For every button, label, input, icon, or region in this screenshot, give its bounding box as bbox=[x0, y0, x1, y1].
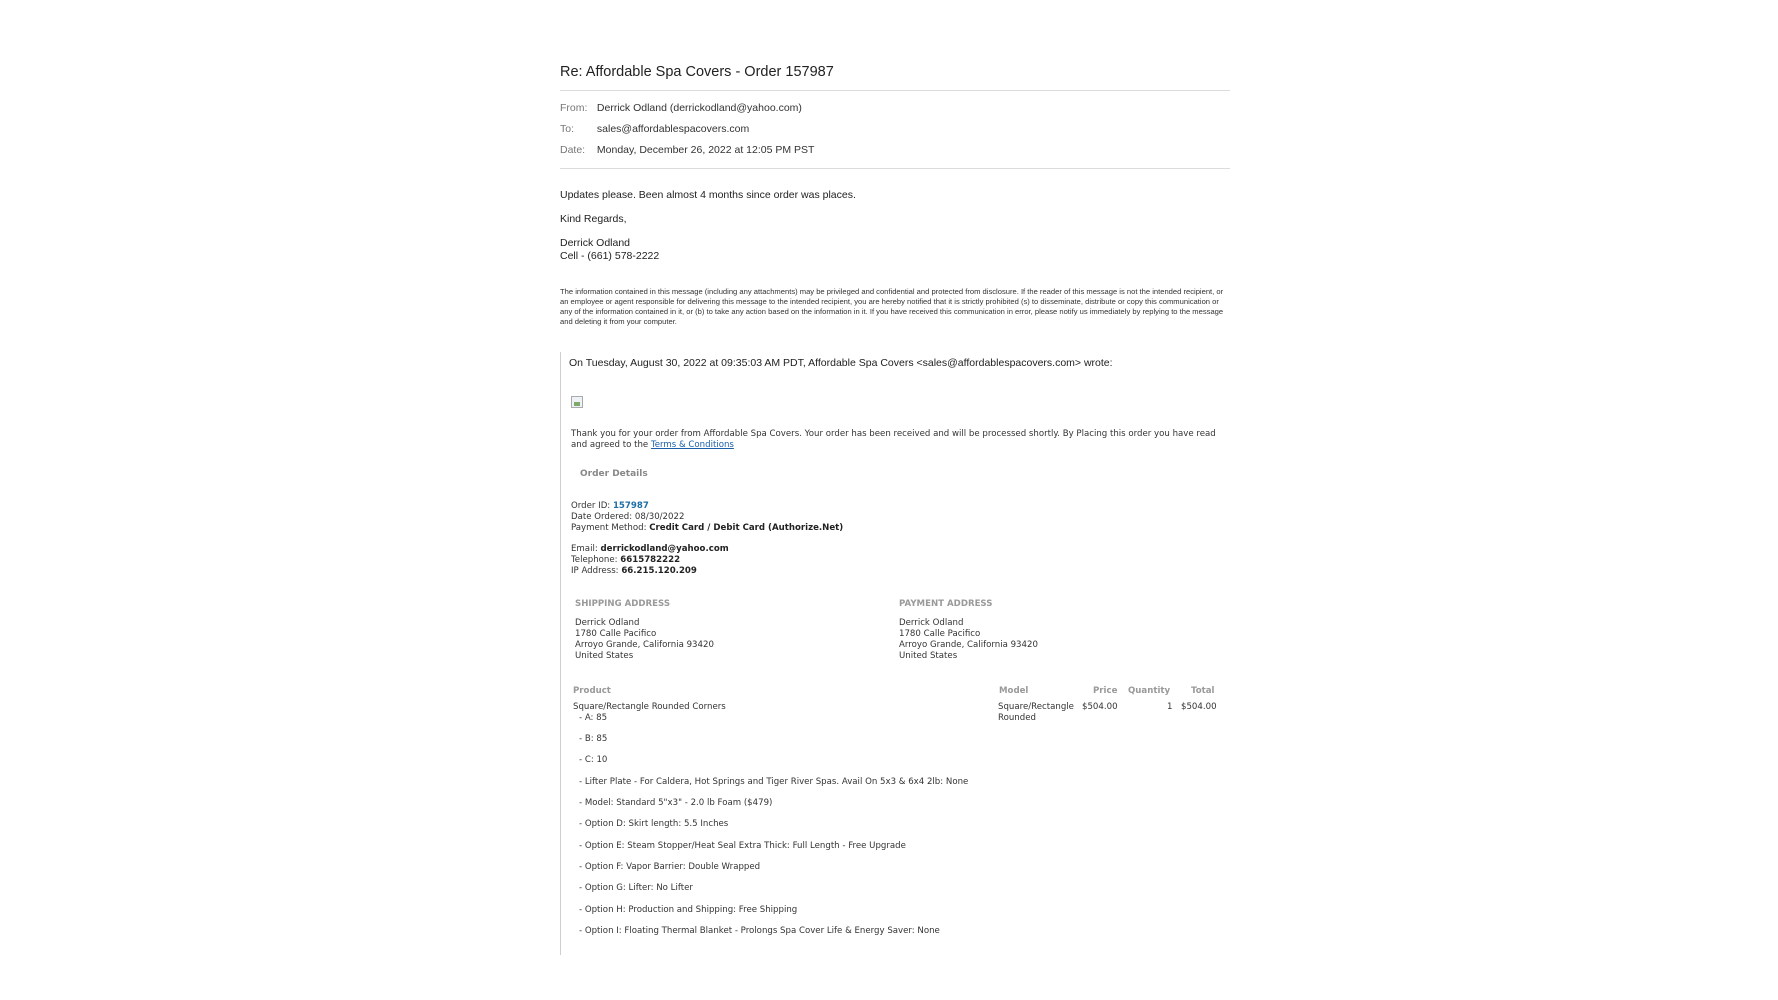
model-line: Square/Rectangle bbox=[998, 702, 1074, 712]
product-total: $504.00 bbox=[1181, 702, 1217, 712]
date-ordered-row bbox=[571, 512, 684, 523]
product-model bbox=[998, 702, 1074, 724]
order-id-label: Order ID: bbox=[571, 501, 611, 511]
from-row bbox=[560, 102, 802, 114]
date-label: Date: bbox=[560, 144, 586, 156]
email-row bbox=[571, 544, 729, 555]
thanks-text: Thank you for your order from Affordable Spa Covers. Your order has been received and will be processed shortly. By Placing this order you have read and agreed to the bbox=[571, 429, 1216, 450]
shipping-line: Arroyo Grande, California 93420 bbox=[575, 640, 714, 650]
to-row bbox=[560, 123, 749, 135]
to-label: To: bbox=[560, 123, 575, 135]
product-option: - Option F: Vapor Barrier: Double Wrapped bbox=[579, 862, 761, 872]
payment-method-row bbox=[571, 523, 843, 534]
confidentiality-disclaimer: The information contained in this message (including any attachments) may be privileged and confidential and protected from disclosure. If the reader of this message is not the intended recipient, or an employee or agent responsible for delivering this message to the intended recipient, you are hereby notified that it is strictly prohibited (s) to disseminate, distribute or copy this communication or any of the information contained in it, or (b) to take any action based on the information in it. If you have received this communication in error, please notify us immediately by replying to the message and deleting it from your computer. bbox=[560, 287, 1224, 326]
from-label: From: bbox=[560, 102, 588, 114]
col-quantity: Quantity bbox=[1128, 686, 1171, 696]
payment-address-title: PAYMENT ADDRESS bbox=[899, 599, 993, 609]
signature-name: Derrick Odland bbox=[560, 237, 631, 249]
product-quantity: 1 bbox=[1167, 702, 1173, 712]
payment-address bbox=[899, 618, 1038, 662]
shipping-line: 1780 Calle Pacifico bbox=[575, 629, 657, 639]
shipping-line: United States bbox=[575, 651, 634, 661]
shipping-address-title: SHIPPING ADDRESS bbox=[575, 599, 671, 609]
order-details-title: Order Details bbox=[580, 469, 648, 479]
product-option: - Option H: Production and Shipping: Free Shipping bbox=[579, 905, 798, 915]
email-label: Email: bbox=[571, 544, 598, 554]
broken-image-icon bbox=[571, 396, 583, 408]
payment-method-label: Payment Method: bbox=[571, 523, 647, 533]
telephone-row bbox=[571, 555, 680, 566]
quoted-message bbox=[560, 352, 1231, 955]
date-ordered-value: 08/30/2022 bbox=[634, 512, 685, 522]
product-option: - Option D: Skirt length: 5.5 Inches bbox=[579, 819, 729, 829]
order-id-row bbox=[571, 501, 649, 512]
product-option: - Option E: Steam Stopper/Heat Seal Extra Thick: Full Length - Free Upgrade bbox=[579, 841, 906, 851]
divider bbox=[560, 90, 1230, 91]
date-ordered-label: Date Ordered: bbox=[571, 512, 633, 522]
payment-line: Derrick Odland bbox=[899, 618, 964, 628]
ip-row bbox=[571, 566, 697, 577]
telephone-label: Telephone: bbox=[571, 555, 618, 565]
order-thanks bbox=[571, 429, 1221, 451]
email-body: Updates please. Been almost 4 months since order was places. bbox=[560, 189, 856, 201]
date-value: Monday, December 26, 2022 at 12:05 PM PST bbox=[596, 144, 815, 156]
signature-phone: Cell - (661) 578-2222 bbox=[560, 250, 660, 262]
product-option: - Model: Standard 5"x3" - 2.0 lb Foam ($479) bbox=[579, 798, 773, 808]
col-total: Total bbox=[1191, 686, 1215, 696]
payment-line: 1780 Calle Pacifico bbox=[899, 629, 981, 639]
date-row bbox=[560, 144, 814, 156]
terms-link[interactable]: Terms & Conditions bbox=[650, 440, 734, 450]
payment-line: Arroyo Grande, California 93420 bbox=[899, 640, 1038, 650]
email-regards: Kind Regards, bbox=[560, 213, 627, 225]
product-option: - Lifter Plate - For Caldera, Hot Springs and Tiger River Spas. Avail On 5x3 & 6x4 2lb: None bbox=[579, 777, 969, 787]
product-option: - Option G: Lifter: No Lifter bbox=[579, 883, 693, 893]
shipping-line: Derrick Odland bbox=[575, 618, 640, 628]
email-value[interactable]: derrickodland@yahoo.com bbox=[600, 544, 729, 554]
product-price: $504.00 bbox=[1082, 702, 1118, 712]
ip-value: 66.215.120.209 bbox=[621, 566, 697, 576]
email-document bbox=[560, 0, 1230, 1000]
payment-line: United States bbox=[899, 651, 958, 661]
payment-method-value: Credit Card / Debit Card (Authorize.Net) bbox=[649, 523, 844, 533]
to-value[interactable]: sales@affordablespacovers.com bbox=[596, 123, 750, 135]
telephone-value: 6615782222 bbox=[620, 555, 681, 565]
ip-label: IP Address: bbox=[571, 566, 619, 576]
model-line: Rounded bbox=[998, 713, 1036, 723]
product-name: Square/Rectangle Rounded Corners bbox=[573, 702, 726, 712]
product-option: - A: 85 bbox=[579, 713, 608, 723]
divider bbox=[560, 168, 1230, 169]
from-value[interactable]: Derrick Odland (derrickodland@yahoo.com) bbox=[596, 102, 802, 114]
product-option: - C: 10 bbox=[579, 755, 608, 765]
email-subject: Re: Affordable Spa Covers - Order 157987 bbox=[560, 64, 834, 80]
order-id-value[interactable]: 157987 bbox=[612, 501, 649, 511]
shipping-address bbox=[575, 618, 714, 662]
product-option: - Option I: Floating Thermal Blanket - Prolongs Spa Cover Life & Energy Saver: None bbox=[579, 926, 940, 936]
col-model: Model bbox=[999, 686, 1029, 696]
col-price: Price bbox=[1093, 686, 1118, 696]
quote-header: On Tuesday, August 30, 2022 at 09:35:03 AM PDT, Affordable Spa Covers <sales@affordablespacovers.com> wrote: bbox=[569, 357, 1113, 369]
product-option: - B: 85 bbox=[579, 734, 608, 744]
col-product: Product bbox=[573, 686, 611, 696]
